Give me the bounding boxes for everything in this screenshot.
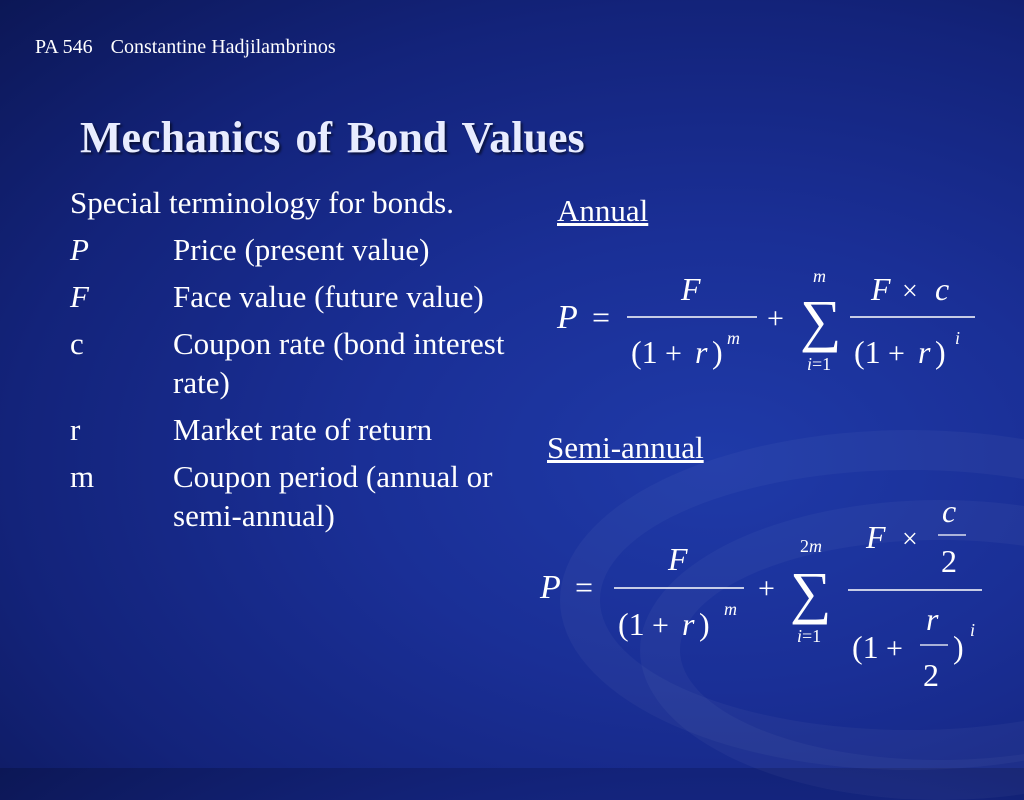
svg-text:∑: ∑ — [800, 288, 842, 353]
term-row — [70, 457, 510, 535]
svg-text:+: + — [665, 337, 682, 370]
svg-text:): ) — [699, 606, 710, 642]
svg-text:c: c — [935, 271, 950, 307]
term-symbol: m — [70, 459, 95, 494]
term-definition: Coupon rate (bond interest rate) — [173, 326, 505, 400]
svg-text:m: m — [813, 266, 826, 286]
course-code: PA 546 — [35, 36, 93, 58]
svg-text:i=1: i=1 — [807, 354, 832, 374]
annual-label: Annual — [557, 193, 649, 228]
svg-text:+: + — [758, 572, 775, 605]
svg-text:P: P — [540, 569, 561, 606]
terminology-list — [70, 183, 510, 535]
annual-formula — [545, 262, 985, 382]
svg-text:r: r — [695, 334, 708, 370]
term-definition: Price (present value) — [173, 232, 430, 267]
svg-text:): ) — [935, 334, 946, 370]
slide-header — [35, 36, 336, 59]
svg-text:(1: (1 — [852, 629, 879, 665]
svg-text:r: r — [918, 334, 931, 370]
svg-text:2: 2 — [941, 543, 957, 579]
term-symbol: F — [70, 279, 89, 314]
term-symbol: P — [70, 232, 89, 267]
svg-text:F: F — [866, 519, 886, 555]
svg-text:+: + — [767, 302, 784, 335]
svg-text:(1: (1 — [854, 334, 881, 370]
svg-text:c: c — [942, 493, 957, 529]
svg-text:): ) — [712, 334, 723, 370]
term-definition: Market rate of return — [173, 412, 433, 447]
svg-text:r: r — [682, 606, 695, 642]
slide-title: Mechanics of Bond Values — [80, 113, 585, 162]
svg-text:): ) — [953, 629, 964, 665]
svg-text:P: P — [557, 299, 578, 336]
svg-text:(1: (1 — [631, 334, 658, 370]
svg-text:F: F — [871, 271, 891, 307]
term-definition: Coupon period (annual or semi-annual) — [173, 459, 493, 533]
term-row — [70, 277, 510, 316]
svg-text:∑: ∑ — [790, 560, 832, 625]
intro-text: Special terminology for bonds. — [70, 185, 454, 220]
term-row — [70, 410, 510, 449]
svg-text:(1: (1 — [618, 606, 645, 642]
svg-text:r: r — [926, 601, 939, 637]
svg-text:m: m — [727, 328, 740, 348]
svg-text:2m: 2m — [800, 536, 822, 556]
semiannual-formula — [530, 490, 1000, 700]
svg-text:2: 2 — [923, 657, 939, 693]
term-symbol: c — [70, 326, 84, 361]
svg-text:×: × — [902, 524, 918, 555]
svg-text:i: i — [955, 328, 961, 348]
svg-text:+: + — [886, 632, 903, 665]
svg-text:F: F — [681, 271, 701, 307]
svg-text:m: m — [724, 599, 737, 619]
term-symbol: r — [70, 412, 81, 447]
svg-text:×: × — [902, 276, 918, 307]
semiannual-label: Semi-annual — [547, 430, 704, 465]
svg-text:F: F — [668, 541, 688, 577]
svg-text:+: + — [888, 337, 905, 370]
term-row — [70, 324, 510, 402]
svg-text:i: i — [970, 620, 976, 640]
author-name: Constantine Hadjilambrinos — [110, 36, 336, 58]
term-definition: Face value (future value) — [173, 279, 484, 314]
svg-text:+: + — [652, 609, 669, 642]
svg-text:=: = — [575, 569, 594, 605]
svg-text:=: = — [592, 299, 611, 335]
svg-text:i=1: i=1 — [797, 626, 822, 646]
term-row — [70, 230, 510, 269]
